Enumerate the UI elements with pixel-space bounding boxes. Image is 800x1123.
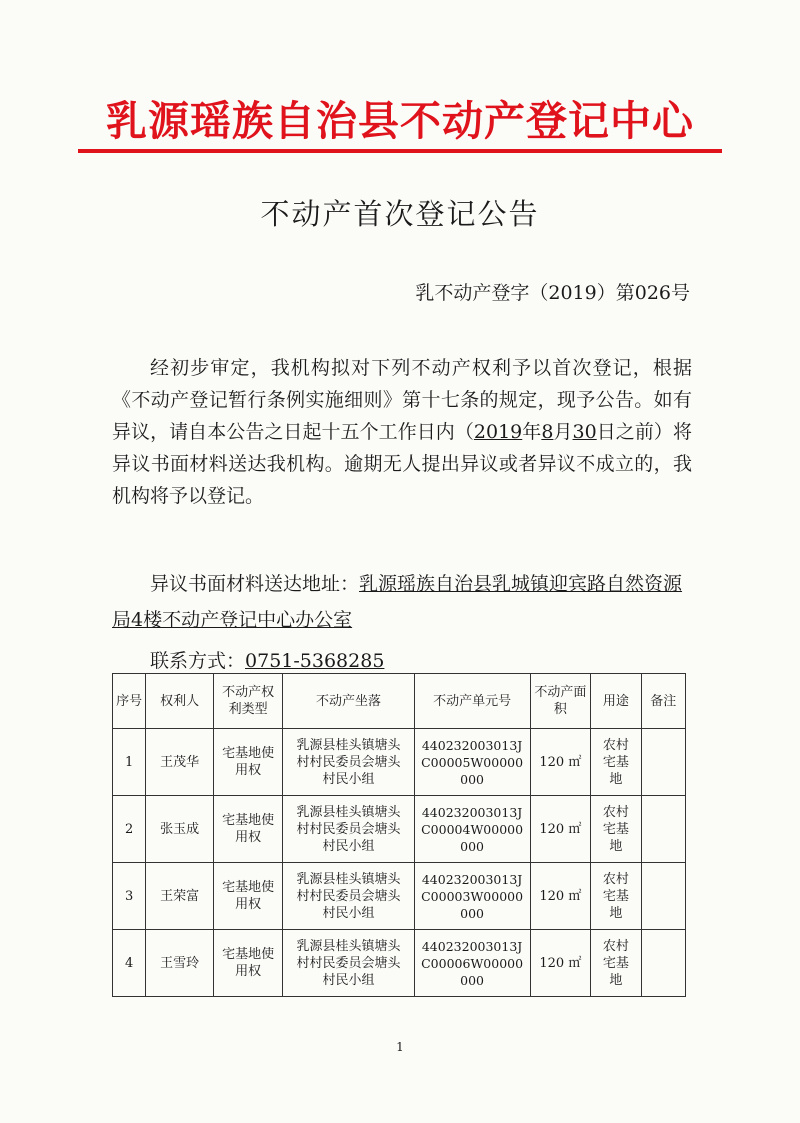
cell-unit-no: 440232003013JC00003W00000000 bbox=[414, 863, 530, 930]
cell-unit-no: 440232003013JC00004W00000000 bbox=[414, 796, 530, 863]
cell-note bbox=[641, 729, 685, 796]
header-no: 序号 bbox=[113, 674, 146, 729]
cell-holder: 张玉成 bbox=[146, 796, 214, 863]
deadline-year: 2019 bbox=[473, 421, 523, 443]
address-label: 异议书面材料送达地址： bbox=[150, 573, 360, 595]
header-holder: 权利人 bbox=[146, 674, 214, 729]
cell-use: 农村宅基地 bbox=[591, 796, 641, 863]
cell-unit-no: 440232003013JC00005W00000000 bbox=[414, 729, 530, 796]
header-location: 不动产坐落 bbox=[283, 674, 414, 729]
cell-no: 2 bbox=[113, 796, 146, 863]
cell-right-type: 宅基地使用权 bbox=[213, 930, 283, 997]
cell-area: 120 ㎡ bbox=[530, 930, 591, 997]
cell-area: 120 ㎡ bbox=[530, 796, 591, 863]
cell-location: 乳源县桂头镇塘头村村民委员会塘头村民小组 bbox=[283, 796, 414, 863]
cell-holder: 王茂华 bbox=[146, 729, 214, 796]
deadline-year-suffix: 年 bbox=[522, 421, 542, 443]
table-row bbox=[113, 863, 686, 930]
organization-header: 乳源瑶族自治县不动产登记中心 bbox=[106, 97, 694, 145]
deadline-day: 30 bbox=[572, 421, 597, 443]
contact-phone: 0751-5368285 bbox=[245, 650, 385, 672]
table-row bbox=[113, 930, 686, 997]
cell-note bbox=[641, 863, 685, 930]
cell-right-type: 宅基地使用权 bbox=[213, 863, 283, 930]
cell-note bbox=[641, 930, 685, 997]
header-red-rule bbox=[78, 149, 722, 153]
cell-location: 乳源县桂头镇塘头村村民委员会塘头村民小组 bbox=[283, 930, 414, 997]
deadline-rest: 日之前）将异议书面材料送达我机构。逾期无人提出异议或者异议不成立的，我机构将予以登记。 bbox=[112, 421, 692, 507]
body-intro: 经初步审定，我机构拟对下列不动产权利予以首次登记，根据《不动产登记暂行条例实施细则》第十七条的规定，现予公告。如有异议，请自本公告之日起十五个工作日内（ bbox=[112, 357, 692, 443]
cell-right-type: 宅基地使用权 bbox=[213, 729, 283, 796]
cell-use: 农村宅基地 bbox=[591, 930, 641, 997]
document-number: 乳不动产登字（2019）第026号 bbox=[415, 282, 690, 304]
table-header-row bbox=[113, 674, 686, 729]
cell-area: 120 ㎡ bbox=[530, 863, 591, 930]
cell-no: 1 bbox=[113, 729, 146, 796]
page-number: 1 bbox=[396, 1040, 404, 1054]
table-row bbox=[113, 729, 686, 796]
cell-unit-no: 440232003013JC00006W00000000 bbox=[414, 930, 530, 997]
header-unit-no: 不动产单元号 bbox=[414, 674, 530, 729]
deadline-month: 8 bbox=[541, 421, 554, 443]
cell-no: 4 bbox=[113, 930, 146, 997]
header-right-type: 不动产权利类型 bbox=[213, 674, 283, 729]
objection-address bbox=[112, 566, 692, 638]
cell-location: 乳源县桂头镇塘头村村民委员会塘头村民小组 bbox=[283, 729, 414, 796]
deadline-month-suffix: 月 bbox=[553, 421, 573, 443]
cell-use: 农村宅基地 bbox=[591, 729, 641, 796]
header-note: 备注 bbox=[641, 674, 685, 729]
cell-holder: 王雪玲 bbox=[146, 930, 214, 997]
cell-area: 120 ㎡ bbox=[530, 729, 591, 796]
address-value: 乳源瑶族自治县乳城镇迎宾路自然资源局4楼不动产登记中心办公室 bbox=[112, 573, 683, 631]
header-use: 用途 bbox=[591, 674, 641, 729]
table-row bbox=[113, 796, 686, 863]
announcement-paragraph bbox=[112, 352, 692, 512]
announcement-body bbox=[112, 352, 692, 512]
cell-no: 3 bbox=[113, 863, 146, 930]
header-area: 不动产面积 bbox=[530, 674, 591, 729]
registration-table bbox=[112, 673, 686, 997]
cell-right-type: 宅基地使用权 bbox=[213, 796, 283, 863]
cell-location: 乳源县桂头镇塘头村村民委员会塘头村民小组 bbox=[283, 863, 414, 930]
document-title: 不动产首次登记公告 bbox=[260, 197, 540, 231]
cell-holder: 王荣富 bbox=[146, 863, 214, 930]
contact-line bbox=[150, 646, 384, 673]
contact-label: 联系方式： bbox=[150, 650, 246, 672]
cell-use: 农村宅基地 bbox=[591, 863, 641, 930]
cell-note bbox=[641, 796, 685, 863]
